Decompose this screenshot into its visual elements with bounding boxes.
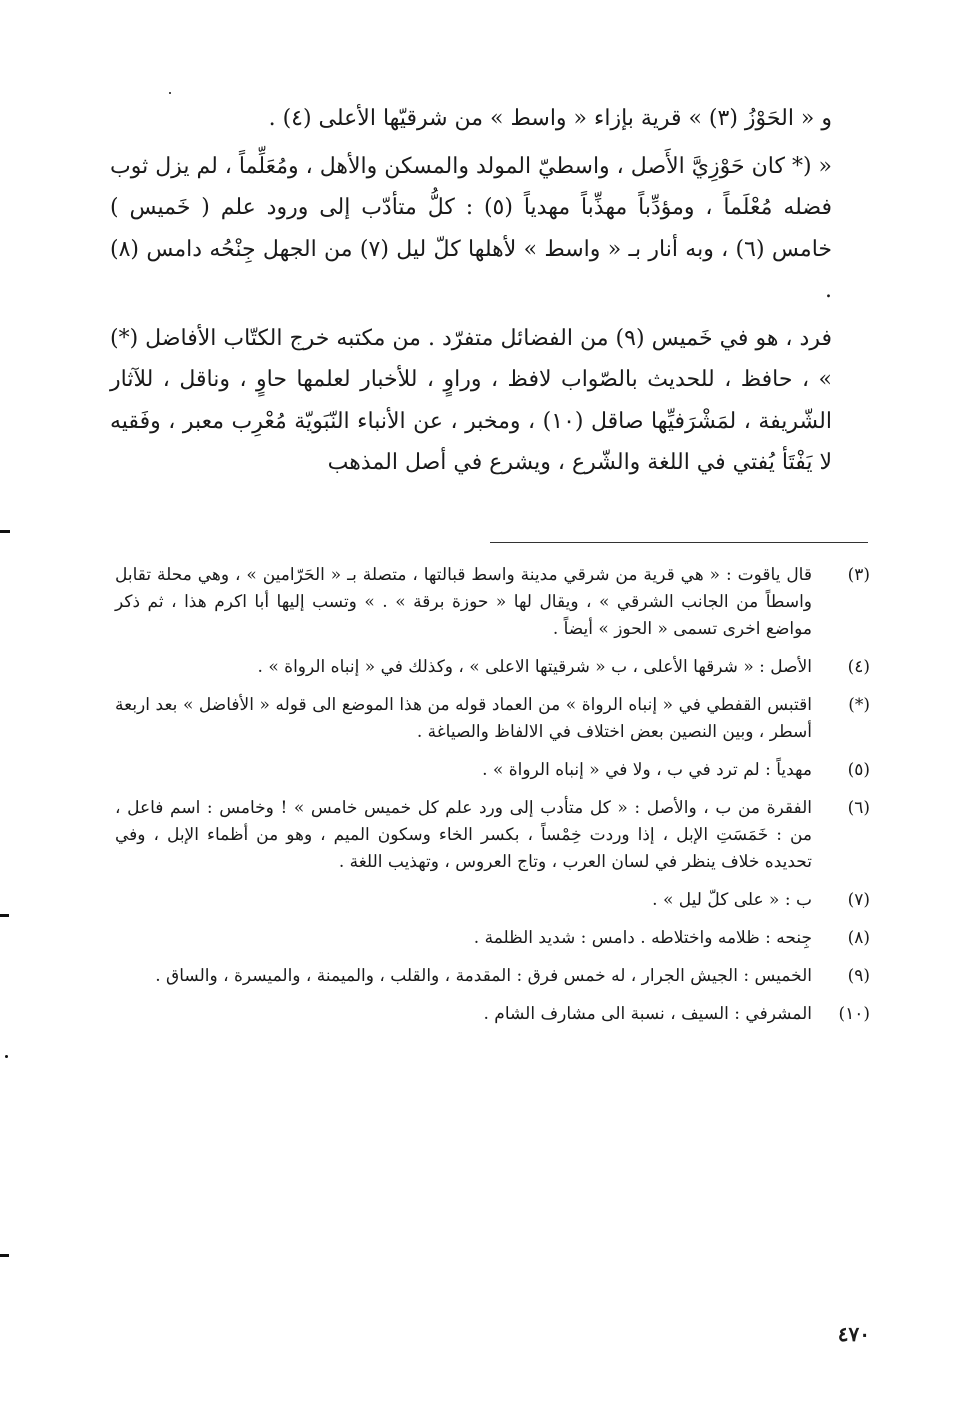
footnote-text: الخميس : الجيش الجرار ، له خمس فرق : المقدمة ، والقلب ، والميمنة ، والميسرة ، والساق . bbox=[155, 966, 812, 986]
footnote-number: (٣) bbox=[847, 565, 870, 585]
scan-mark bbox=[0, 914, 9, 917]
scan-mark bbox=[5, 1055, 8, 1058]
main-text bbox=[110, 98, 870, 484]
footnote-8 bbox=[115, 925, 870, 952]
paragraph-1: و « الحَوْزُ (٣) » قرية بإزاء « واسط » من شرقيّها الأعلى (٤) . bbox=[268, 106, 832, 131]
footnote-number: (٥) bbox=[847, 760, 870, 780]
paragraph-2: « (* كان حَوْزِيَّ الأَصل ، واسطيّ المولد والمسكن والأهل ، ومُعَلِّماً ، لم يزل ثوب فضله مُعْلَماً ، ومؤدِّباً مهذِّباً مهدياً (٥) : كلُّ متأدّب إلى ورود علم ( خَميس ) خامس (٦) ، وبه أنار بـ « واسط » لأهلها كلّ ليل (٧) من الجهل جِنْحُه دامس (٨) . bbox=[110, 153, 833, 303]
footnotes bbox=[115, 562, 870, 1039]
footnote-5 bbox=[115, 757, 870, 784]
footnote-9 bbox=[115, 963, 870, 990]
footnote-text: الفقرة من ب ، والأصل : « كل متأدب إلى ورد علم كل خميس خامس » ! وخامس : اسم فاعل ، من : خَمَسَتِ الإبل ، إذا وردت خِمْساً ، بكسر الخاء وسكون الميم ، وهو من أظماء الإبل ، وفي تحديده خلاف ينظر في لسان العرب ، وتاج العروس ، وتهذيب اللغة . bbox=[115, 798, 812, 872]
footnote-text: المشرفي : السيف ، نسبة الى مشارف الشام . bbox=[483, 1004, 812, 1024]
footnote-number: (*) bbox=[848, 695, 870, 715]
scan-mark bbox=[0, 1254, 9, 1257]
footnote-3 bbox=[115, 562, 870, 643]
footnote-number: (٩) bbox=[847, 966, 870, 986]
footnote-4 bbox=[115, 654, 870, 681]
footnote-text: اقتبس القفطي في « إنباه الرواة » من العماد قوله من هذا الموضع الى قوله « الأفاضل » بعد اربعة أسطر ، وبين النصين بعض اختلاف في الالفاظ والصياغة . bbox=[115, 695, 812, 742]
footnote-separator bbox=[490, 542, 868, 543]
footnote-6 bbox=[115, 795, 870, 876]
footnote-star bbox=[115, 692, 870, 746]
footnote-10 bbox=[115, 1001, 870, 1028]
footnote-number: (٦) bbox=[847, 798, 870, 818]
footnote-text: ب : « على كلّ ليل » . bbox=[652, 890, 812, 910]
footnote-text: قال ياقوت : « هي قرية من شرقي مدينة واسط قبالتها ، متصلة بـ « الحَرّامين » ، وهي محلة تقابل واسطاً من الجانب الشرقي » ، ويقال لها « حوزة برقة » . » وتسب إليها أبا اكرم هذا ، ثم ذكر مواضع اخرى تسمى « الحوز » أيضاً . bbox=[115, 565, 812, 639]
scan-mark bbox=[169, 92, 171, 94]
page-number: ٤٧٠ bbox=[837, 1322, 870, 1346]
footnote-text: جِنحه : ظلامه واختلاطه . دامس : شديد الظلمة . bbox=[473, 928, 812, 948]
footnote-number: (٤) bbox=[847, 657, 870, 677]
footnote-text: مهدياً : لم ترد في ب ، ولا في « إنباه الرواة » . bbox=[482, 760, 812, 780]
footnote-text: الأصل : « شرقها الأعلى ، ب « شرقيتها الاعلى » ، وكذلك في « إنباه الرواة » . bbox=[257, 657, 812, 677]
footnote-number: (٧) bbox=[847, 890, 870, 910]
footnote-number: (١٠) bbox=[838, 1004, 870, 1024]
footnote-number: (٨) bbox=[847, 928, 870, 948]
footnote-7 bbox=[115, 887, 870, 914]
scan-mark bbox=[0, 530, 10, 533]
paragraph-3: فرد ، هو في خَميس (٩) من الفضائل متفرّد . من مكتبه خرج الكتّاب الأفاضل (*) » ، حافظ ، للحديث بالصّواب لافظ ، وراوٍ ، للأخبار لعلمها حاوٍ ، وناقل ، للآثار الشّريفة ، لمَشْرَفيِّها صاقل (١٠) ، ومخبر ، عن الأنباء النّبَويّة مُعْرِب معبر ، وفَقيه لا يَفْتَأ يُفتي في اللغة والشّرع ، ويشرع في أصل المذهب bbox=[110, 325, 833, 475]
